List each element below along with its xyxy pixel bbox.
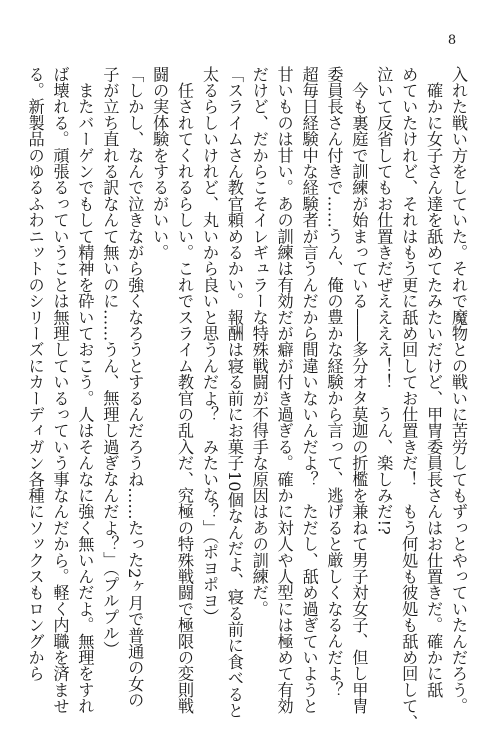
text-line: 入れた戦い方をしていた。それで魔物との戦いに苦労してもずっとやっていたんだろう。 <box>449 66 468 714</box>
text-line: 委員長さん付きで……うん、俺の豊かな経験から言って、逃げると厳しくなるんだよ？ <box>324 66 344 698</box>
text-line: 超毎日経験中な経験者が言うんだから間違いないんだよ？ ただし、舐め過ぎていようと <box>299 66 319 714</box>
page-number: 8 <box>447 33 457 48</box>
text-line: 太るらしいけれど、丸いから良いと思うんだよ？ みたいな？」（ポヨポヨ） <box>199 66 219 625</box>
text-line: 甘いものは甘い。あの訓練は有効だが癖が付き過ぎる。確かに対人や人型には極めて有効 <box>274 66 294 714</box>
text-line: だけど、だからこそイレギュラーな特殊戦闘が不得手な原因はあの訓練だ。 <box>249 66 269 617</box>
text-line: 今も裏庭で訓練が始まっている――多分オタ莫迦の折檻を兼ねて男子対女子、但し甲冑 <box>349 66 369 714</box>
text-line: 「スライムさん教官頼めるかい。報酬は寝る前にお菓子10個なんだよ、寝る前に食べると <box>224 66 244 719</box>
text-line: めていたけれど、それはもう更に舐め回してお仕置きだ！ もう何処も彼処も舐め回して、 <box>399 66 419 730</box>
text-line: る。新製品のゆるふわニットのシリーズにカーディガン各種にソックスもロングから <box>25 66 45 682</box>
text-line: またバーゲンでもして精神を砕いておこう。人はそんなに強く無いんだよ。無理をすれ <box>75 66 95 714</box>
text-line: 確かに女子さん達を舐めてたみたいだけど、甲冑委員長さんはお仕置きだ。確かに舐 <box>424 66 444 698</box>
text-body <box>25 66 470 730</box>
text-line: 闘の実体験をするがいい。 <box>150 66 170 261</box>
text-line: 「しかし、なんで泣きながら強くなろうとするんだろうね……たった2ヶ月で普通の女の <box>125 66 145 709</box>
text-line: ば壊れる。頑張るっていうことは無理しているっていう事なんだから。軽く内職を済ませ <box>50 66 70 714</box>
text-line: 任されてくれるらしい。これでスライム教官の乱入だ、究極の特殊戦闘で極限の変則戦 <box>175 66 195 714</box>
text-line: 子が立ち直れる訳なんて無いのに……うん、無理し過ぎなんだよ？」（プルプル） <box>100 66 120 658</box>
text-line: 泣いて反省してもお仕置きだぜええええ！！ うん、楽しみだ!? <box>374 66 394 535</box>
